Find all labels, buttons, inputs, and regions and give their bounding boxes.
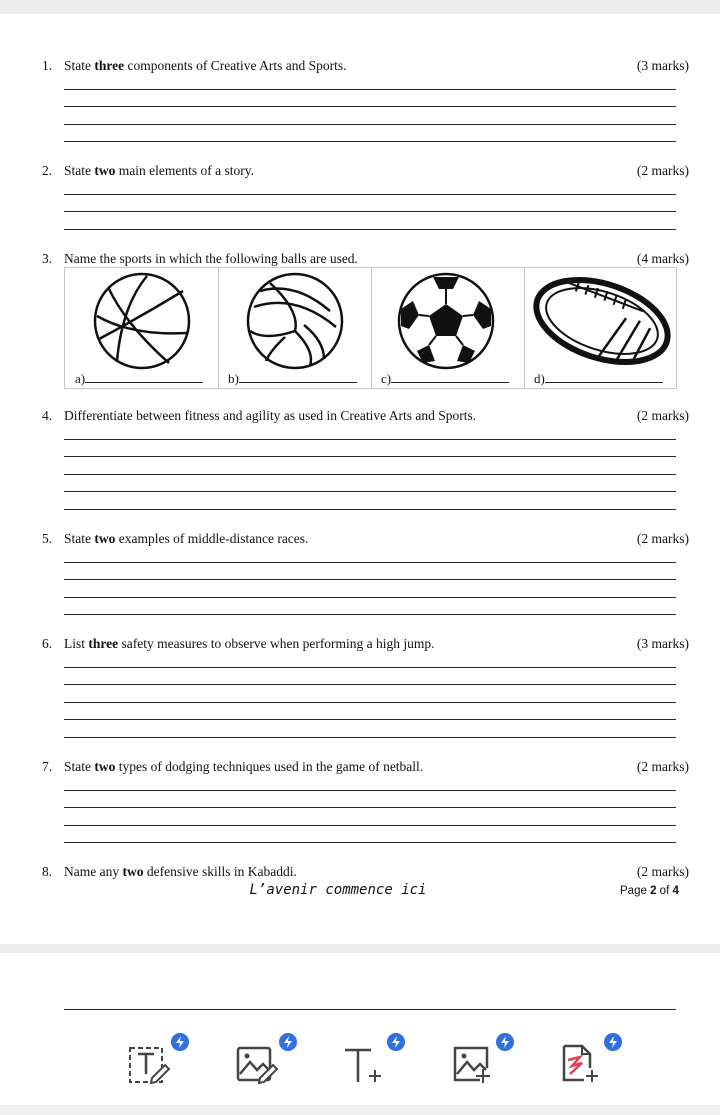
answer-line[interactable]: [64, 456, 676, 457]
answer-line[interactable]: [64, 141, 676, 142]
add-signature-icon: [558, 1030, 628, 1090]
page-indicator: Page 2 of 4: [620, 885, 679, 897]
question-marks: (2 marks): [636, 531, 689, 546]
question-3: [0, 250, 720, 268]
edit-text-icon: [125, 1030, 195, 1090]
question-number: 1.: [42, 58, 53, 73]
question-text: State three components of Creative Arts and Sports.: [64, 58, 347, 73]
ball-cell-d: [524, 268, 676, 388]
basketball-icon: [87, 271, 197, 371]
add-image-icon: [450, 1030, 520, 1090]
add-text-icon: [341, 1030, 411, 1090]
question-text: State two types of dodging techniques used in the game of netball.: [64, 759, 424, 774]
answer-line[interactable]: [64, 509, 676, 510]
question-number: 8.: [42, 864, 53, 879]
question-marks: (2 marks): [636, 864, 689, 879]
answer-blank[interactable]: [545, 371, 663, 383]
answer-line[interactable]: [64, 211, 676, 212]
question-number: 7.: [42, 759, 53, 774]
soccer-ball-icon: [391, 271, 501, 371]
answer-line[interactable]: [64, 825, 676, 826]
answer-line[interactable]: [64, 491, 676, 492]
balls-table: [64, 267, 677, 389]
answer-line[interactable]: [64, 194, 676, 195]
question-marks: (4 marks): [636, 251, 689, 266]
answer-line[interactable]: [64, 597, 676, 598]
edit-image-button[interactable]: [233, 1030, 293, 1090]
answer-line[interactable]: [64, 667, 676, 668]
answer-line[interactable]: [64, 684, 676, 685]
answer-line[interactable]: [64, 702, 676, 703]
question-marks: (2 marks): [636, 163, 689, 178]
question-6: [0, 635, 720, 653]
answer-line[interactable]: [64, 124, 676, 125]
question-text: Differentiate between fitness and agility as used in Creative Arts and Sports.: [64, 408, 477, 423]
page-divider: [0, 944, 720, 953]
top-bar: [0, 0, 720, 14]
answer-line[interactable]: [64, 1009, 676, 1010]
volleyball-icon: [240, 271, 350, 371]
add-image-button[interactable]: [450, 1030, 510, 1090]
question-number: 6.: [42, 636, 53, 651]
answer-line[interactable]: [64, 807, 676, 808]
answer-line[interactable]: [64, 562, 676, 563]
answer-line[interactable]: [64, 89, 676, 90]
rugby-ball-icon: [528, 271, 676, 371]
question-text: List three safety measures to observe when performing a high jump.: [64, 636, 435, 651]
question-number: 3.: [42, 251, 53, 266]
answer-label-d[interactable]: d): [534, 371, 663, 387]
question-2: [0, 162, 720, 180]
add-signature-button[interactable]: [558, 1030, 618, 1090]
question-text: State two main elements of a story.: [64, 163, 254, 178]
question-5: [0, 530, 720, 548]
footer-motto: L’avenir commence ici: [249, 882, 427, 898]
question-marks: (3 marks): [636, 58, 689, 73]
answer-blank[interactable]: [239, 371, 357, 383]
question-8: [0, 863, 720, 881]
answer-blank[interactable]: [391, 371, 509, 383]
answer-label-a[interactable]: a): [75, 371, 203, 387]
answer-line[interactable]: [64, 614, 676, 615]
question-marks: (3 marks): [636, 636, 689, 651]
question-marks: (2 marks): [636, 759, 689, 774]
answer-line[interactable]: [64, 719, 676, 720]
answer-line[interactable]: [64, 229, 676, 230]
answer-line[interactable]: [64, 842, 676, 843]
question-number: 2.: [42, 163, 53, 178]
question-text: Name any two defensive skills in Kabaddi.: [64, 864, 297, 879]
answer-blank[interactable]: [85, 371, 203, 383]
question-1: [0, 57, 720, 75]
answer-line[interactable]: [64, 439, 676, 440]
answer-label-c[interactable]: c): [381, 371, 509, 387]
question-4: [0, 407, 720, 425]
ball-cell-a: [65, 268, 219, 388]
question-number: 5.: [42, 531, 53, 546]
answer-label-b[interactable]: b): [228, 371, 357, 387]
ball-cell-b: [218, 268, 372, 388]
question-number: 4.: [42, 408, 53, 423]
question-text: Name the sports in which the following balls are used.: [64, 251, 358, 266]
edit-text-button[interactable]: [125, 1030, 185, 1090]
ball-cell-c: [371, 268, 525, 388]
answer-line[interactable]: [64, 579, 676, 580]
question-7: [0, 758, 720, 776]
answer-line[interactable]: [64, 474, 676, 475]
bottom-bar: [0, 1105, 720, 1115]
edit-image-icon: [233, 1030, 303, 1090]
question-text: State two examples of middle-distance races.: [64, 531, 309, 546]
add-text-button[interactable]: [341, 1030, 401, 1090]
answer-line[interactable]: [64, 737, 676, 738]
edit-toolbar: [0, 1030, 720, 1090]
answer-line[interactable]: [64, 790, 676, 791]
answer-line[interactable]: [64, 106, 676, 107]
question-marks: (2 marks): [636, 408, 689, 423]
